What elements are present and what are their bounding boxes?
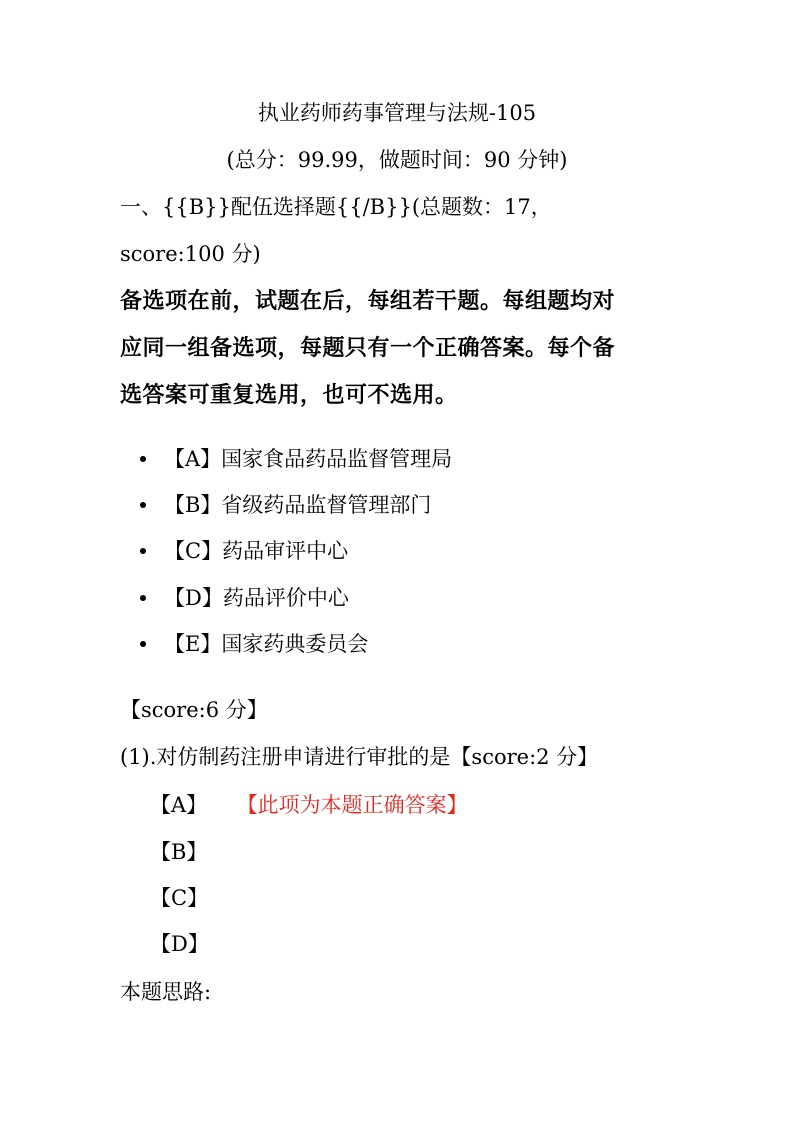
option-list-item xyxy=(140,634,368,655)
correct-answer-note: 【此项为本题正确答案】 xyxy=(247,793,468,817)
option-list-item xyxy=(140,588,349,609)
option-list-item xyxy=(140,495,431,516)
instructions-line: 应同一组备选项，每题只有一个正确答案。每个备 xyxy=(120,335,616,361)
bullet-icon xyxy=(140,641,146,647)
option-label: 【E】国家药典委员会 xyxy=(164,632,369,656)
option-label: 【A】国家食品药品监督管理局 xyxy=(164,447,453,471)
instructions-line: 选答案可重复选用，也可不选用。 xyxy=(120,382,458,408)
option-label: 【C】药品审评中心 xyxy=(164,539,349,563)
answer-option-b: 【B】 xyxy=(150,840,208,864)
section-heading: 一、{{B}}配伍选择题{{/B}}(总题数：17， xyxy=(120,195,552,219)
option-list-item xyxy=(140,449,452,470)
section-heading-score: score:100 分) xyxy=(120,242,261,266)
answer-option-a xyxy=(150,795,468,816)
analysis-label: 本题思路: xyxy=(120,980,212,1004)
answer-option-c: 【C】 xyxy=(150,886,209,910)
option-list-item xyxy=(140,541,348,562)
document-subtitle: (总分：99.99，做题时间：90 分钟) xyxy=(226,148,568,172)
document-title: 执业药师药事管理与法规-105 xyxy=(257,101,537,125)
question-text: (1).对仿制药注册申请进行审批的是【score:2 分】 xyxy=(120,745,599,769)
option-label: 【D】药品评价中心 xyxy=(164,586,349,610)
answer-option-d: 【D】 xyxy=(150,932,209,956)
bullet-icon xyxy=(140,502,146,508)
bullet-icon xyxy=(140,456,146,462)
bullet-icon xyxy=(140,548,146,554)
bullet-icon xyxy=(140,595,146,601)
option-label: 【B】省级药品监督管理部门 xyxy=(164,493,432,517)
instructions-line: 备选项在前，试题在后，每组若干题。每组题均对 xyxy=(120,288,616,314)
answer-label: 【A】 xyxy=(150,793,208,817)
group-score: 【score:6 分】 xyxy=(120,698,268,722)
